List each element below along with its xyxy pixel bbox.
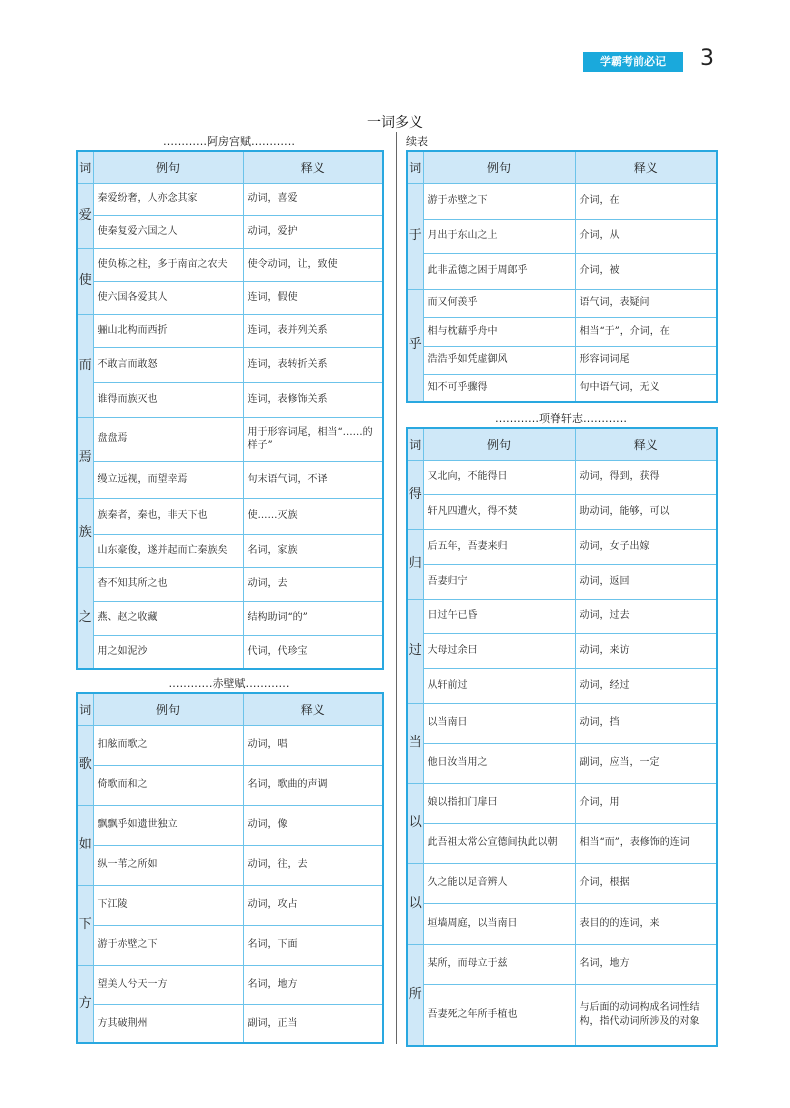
word-cell: 之 (77, 567, 93, 669)
table-row (407, 783, 717, 823)
word-cell: 乎 (407, 289, 423, 402)
col-header-word: 词 (77, 693, 93, 725)
header-badge: 学霸考前必记 (583, 52, 683, 72)
example-cell: 族秦者，秦也，非天下也 (93, 498, 243, 534)
example-cell: 纵一苇之所如 (93, 845, 243, 885)
col-header-meaning: 释义 (575, 151, 717, 183)
table-row (407, 494, 717, 529)
table-row (77, 281, 383, 314)
example-cell: 而又何羡乎 (423, 289, 575, 317)
example-cell: 从轩前过 (423, 668, 575, 703)
meaning-cell: 句中语气词，无义 (575, 374, 717, 402)
table-row (407, 253, 717, 289)
table-row (77, 805, 383, 845)
example-cell: 望美人兮天一方 (93, 965, 243, 1004)
meaning-cell: 用于形容词尾，相当“……的样子” (243, 417, 383, 461)
table-row (77, 601, 383, 635)
table-row (407, 460, 717, 494)
meaning-cell: 连词，假使 (243, 281, 383, 314)
meaning-cell: 使令动词，让，致使 (243, 248, 383, 281)
col-header-example: 例句 (93, 693, 243, 725)
word-cell: 歌 (77, 725, 93, 805)
col-header-meaning: 释义 (243, 693, 383, 725)
example-cell: 此吾祖太常公宣德间执此以朝 (423, 823, 575, 863)
example-cell: 以当南日 (423, 703, 575, 743)
meaning-cell: 动词，挡 (575, 703, 717, 743)
word-cell: 得 (407, 460, 423, 529)
table-row (77, 725, 383, 765)
meaning-cell: 连词，表并列关系 (243, 314, 383, 347)
meaning-cell: 动词，得到，获得 (575, 460, 717, 494)
word-cell: 所 (407, 944, 423, 1046)
word-cell: 族 (77, 498, 93, 567)
table-row (407, 374, 717, 402)
meaning-cell: 动词，爱护 (243, 215, 383, 248)
example-cell: 后五年，吾妻来归 (423, 529, 575, 564)
example-cell: 盘盘焉 (93, 417, 243, 461)
example-cell: 垣墙周庭，以当南日 (423, 903, 575, 944)
example-cell: 他日汝当用之 (423, 743, 575, 783)
col-header-example: 例句 (93, 151, 243, 183)
meaning-cell: 动词，去 (243, 567, 383, 601)
table-row (407, 984, 717, 1046)
example-cell: 又北向，不能得日 (423, 460, 575, 494)
meaning-cell: 介词，根据 (575, 863, 717, 903)
meaning-cell: 动词，来访 (575, 633, 717, 668)
example-cell: 浩浩乎如凭虚御风 (423, 346, 575, 374)
example-cell: 某所，而母立于兹 (423, 944, 575, 984)
example-cell: 使负栋之柱，多于南亩之农夫 (93, 248, 243, 281)
example-cell: 游于赤壁之下 (423, 183, 575, 219)
table-row (77, 885, 383, 925)
table-row (77, 382, 383, 417)
meaning-cell: 相当“于”，介词，在 (575, 317, 717, 346)
word-cell: 方 (77, 965, 93, 1043)
example-cell: 扣舷而歌之 (93, 725, 243, 765)
meaning-cell: 动词，唱 (243, 725, 383, 765)
table-row (407, 668, 717, 703)
meaning-cell: 表目的的连词，来 (575, 903, 717, 944)
col-header-meaning: 释义 (243, 151, 383, 183)
chibi-table (76, 692, 384, 1044)
word-cell: 下 (77, 885, 93, 965)
meaning-cell: 连词，表转折关系 (243, 347, 383, 382)
example-cell: 燕、赵之收藏 (93, 601, 243, 635)
table-row (77, 635, 383, 669)
example-cell: 使六国各爱其人 (93, 281, 243, 314)
meaning-cell: 代词，代珍宝 (243, 635, 383, 669)
example-cell: 使秦复爱六国之人 (93, 215, 243, 248)
example-cell: 娘以指扣门扉曰 (423, 783, 575, 823)
meaning-cell: 句末语气词，不译 (243, 461, 383, 498)
meaning-cell: 连词，表修饰关系 (243, 382, 383, 417)
example-cell: 知不可乎骤得 (423, 374, 575, 402)
section-label-afanggong: …………阿房宫赋………… (163, 135, 295, 148)
example-cell: 日过午已昏 (423, 599, 575, 633)
table-row (77, 248, 383, 281)
section-label-xiangjixuan: …………项脊轩志………… (495, 412, 627, 425)
meaning-cell: 动词，过去 (575, 599, 717, 633)
example-cell: 久之能以足音辨人 (423, 863, 575, 903)
afanggong-table (76, 150, 384, 670)
meaning-cell: 名词，下面 (243, 925, 383, 965)
word-cell: 爱 (77, 183, 93, 248)
meaning-cell: 动词，女子出嫁 (575, 529, 717, 564)
table-row (407, 633, 717, 668)
meaning-cell: 名词，歌曲的声调 (243, 765, 383, 805)
table-row (407, 703, 717, 743)
table-row (77, 534, 383, 567)
table-row (77, 347, 383, 382)
col-header-meaning: 释义 (575, 428, 717, 460)
example-cell: 月出于东山之上 (423, 219, 575, 253)
meaning-cell: 形容词词尾 (575, 346, 717, 374)
table-row (407, 564, 717, 599)
col-header-word: 词 (407, 428, 423, 460)
table-row (407, 183, 717, 219)
meaning-cell: 动词，经过 (575, 668, 717, 703)
meaning-cell: 动词，像 (243, 805, 383, 845)
example-cell: 骊山北构而西折 (93, 314, 243, 347)
example-cell: 游于赤壁之下 (93, 925, 243, 965)
meaning-cell: 名词，地方 (575, 944, 717, 984)
word-cell: 于 (407, 183, 423, 289)
table-row (407, 863, 717, 903)
example-cell: 吾妻死之年所手植也 (423, 984, 575, 1046)
section-label-chibi: …………赤壁赋………… (168, 677, 290, 690)
table-row (407, 599, 717, 633)
word-cell: 以 (407, 783, 423, 863)
page-number: 3 (700, 46, 714, 71)
page-title: 一词多义 (367, 115, 423, 131)
meaning-cell: 动词，返回 (575, 564, 717, 599)
table-row (407, 903, 717, 944)
example-cell: 倚歌而和之 (93, 765, 243, 805)
col-header-example: 例句 (423, 428, 575, 460)
meaning-cell: 结构助词“的” (243, 601, 383, 635)
word-cell: 当 (407, 703, 423, 783)
table-row (77, 1004, 383, 1043)
meaning-cell: 名词，地方 (243, 965, 383, 1004)
table-row (407, 944, 717, 984)
table-row (77, 845, 383, 885)
col-header-example: 例句 (423, 151, 575, 183)
example-cell: 下江陵 (93, 885, 243, 925)
example-cell: 不敢言而敢怒 (93, 347, 243, 382)
table-row (407, 743, 717, 783)
table-row (77, 925, 383, 965)
meaning-cell: 名词，家族 (243, 534, 383, 567)
table-row (77, 183, 383, 215)
example-cell: 方其破荆州 (93, 1004, 243, 1043)
example-cell: 飘飘乎如遗世独立 (93, 805, 243, 845)
example-cell: 山东豪俊，遂并起而亡秦族矣 (93, 534, 243, 567)
example-cell: 秦爱纷奢，人亦念其家 (93, 183, 243, 215)
table-row (407, 823, 717, 863)
table-row (77, 417, 383, 461)
table-row (77, 567, 383, 601)
word-cell: 而 (77, 314, 93, 417)
table-row (407, 219, 717, 253)
meaning-cell: 相当“而”，表修饰的连词 (575, 823, 717, 863)
section-label-continued: 续表 (406, 135, 428, 148)
word-cell: 使 (77, 248, 93, 314)
table-row (407, 317, 717, 346)
table-row (407, 289, 717, 317)
meaning-cell: 语气词，表疑问 (575, 289, 717, 317)
example-cell: 相与枕藉乎舟中 (423, 317, 575, 346)
meaning-cell: 动词，喜爱 (243, 183, 383, 215)
table-row (407, 529, 717, 564)
xiangjixuan-table (406, 427, 718, 1047)
word-cell: 以 (407, 863, 423, 944)
example-cell: 轩凡四遭火，得不焚 (423, 494, 575, 529)
example-cell: 吾妻归宁 (423, 564, 575, 599)
example-cell: 缦立远视，而望幸焉 (93, 461, 243, 498)
col-header-word: 词 (407, 151, 423, 183)
meaning-cell: 与后面的动词构成名词性结构，指代动词所涉及的对象 (575, 984, 717, 1046)
example-cell: 此非孟德之困于周郎乎 (423, 253, 575, 289)
meaning-cell: 介词，从 (575, 219, 717, 253)
word-cell: 归 (407, 529, 423, 599)
table-row (407, 346, 717, 374)
meaning-cell: 介词，在 (575, 183, 717, 219)
meaning-cell: 使……灭族 (243, 498, 383, 534)
table-row (77, 765, 383, 805)
meaning-cell: 动词，攻占 (243, 885, 383, 925)
meaning-cell: 动词，往，去 (243, 845, 383, 885)
meaning-cell: 介词，用 (575, 783, 717, 823)
example-cell: 用之如泥沙 (93, 635, 243, 669)
meaning-cell: 介词，被 (575, 253, 717, 289)
example-cell: 杳不知其所之也 (93, 567, 243, 601)
word-cell: 如 (77, 805, 93, 885)
table-row (77, 314, 383, 347)
table-row (77, 461, 383, 498)
example-cell: 谁得而族灭也 (93, 382, 243, 417)
table-row (77, 965, 383, 1004)
continued-table (406, 150, 718, 403)
example-cell: 大母过余曰 (423, 633, 575, 668)
col-header-word: 词 (77, 151, 93, 183)
table-row (77, 498, 383, 534)
word-cell: 过 (407, 599, 423, 703)
word-cell: 焉 (77, 417, 93, 498)
meaning-cell: 副词，应当，一定 (575, 743, 717, 783)
table-row (77, 215, 383, 248)
column-divider (396, 132, 397, 1044)
meaning-cell: 副词，正当 (243, 1004, 383, 1043)
meaning-cell: 助动词，能够，可以 (575, 494, 717, 529)
